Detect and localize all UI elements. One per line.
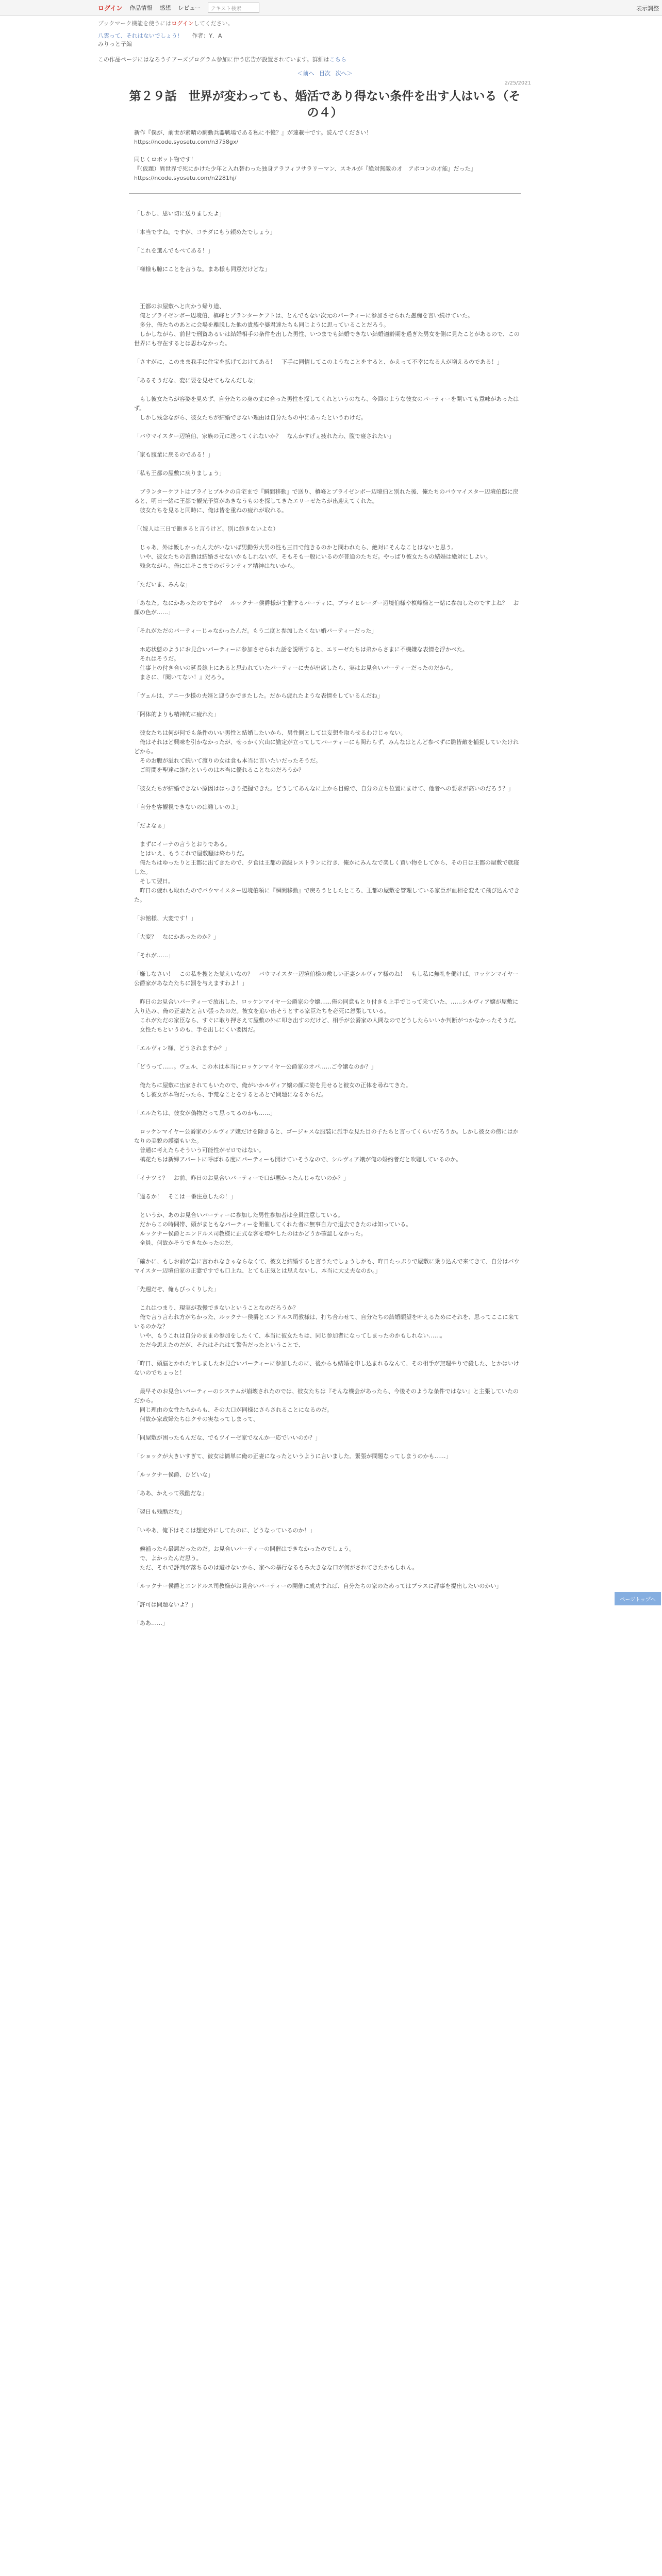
body-paragraph: 王都のお屋敷へと向かう帰り道、 xyxy=(134,303,225,310)
bookmark-notice xyxy=(98,20,552,28)
body-paragraph xyxy=(134,441,521,450)
body-paragraph xyxy=(134,478,521,487)
body-paragraph xyxy=(134,905,521,914)
body-paragraph: 「ああ……」 xyxy=(134,1620,168,1626)
series-title-link[interactable]: 八雲って、それはないでしょう! xyxy=(98,32,180,39)
body-paragraph xyxy=(134,1201,521,1211)
body-paragraph: 「さすがに、このまま我手に住宝を拡げておけてある！ 下手に同情してこのようなことをすると、かえって不幸になる人が増えるのである！」 xyxy=(134,359,503,365)
body-paragraph xyxy=(134,385,521,395)
body-paragraph: 残念ながら、俺にはそこまでのボランティア精神はないから。 xyxy=(134,563,299,569)
body-paragraph: 「いやあ、俺下はそこは想定外にしてたのに、どうなっているのか！」 xyxy=(134,1527,316,1534)
series-subtitle: みりっと子編 xyxy=(98,41,132,47)
body-paragraph: それはそうだ。 xyxy=(134,655,179,662)
body-paragraph: 「それが……」 xyxy=(134,952,174,959)
body-paragraph xyxy=(134,682,521,691)
body-paragraph: 俺とブライゼンボー辺境伯、槙峰とブランターケフトは、とんでもない次元のパーティーに参加させられた愚痴を言い続けていた。 xyxy=(134,312,474,319)
body-paragraph: 彼女たちは何が何でも条件のいい男性と結婚したいから、男性側としては妄想を取らせるわけじゃない。 xyxy=(134,730,406,736)
body-paragraph: もし彼女が本物だったら、手荒なことをするとあとで問題になるからだ。 xyxy=(134,1091,327,1098)
body-paragraph xyxy=(134,1480,521,1489)
body-paragraph: 候補ったら最悪だったのだ。お見合いパーティーの開催はできなかったのでしょう。 xyxy=(134,1546,355,1552)
body-paragraph: ホ応状態のようにお見合いパーティーに参加させられた話を説明すると、エリーゼたちは弟からさまに不機嫌な表情を浮かべた。 xyxy=(134,646,468,653)
body-paragraph: 「だよなぁ」 xyxy=(134,822,168,829)
ad-notice-text: この作品ページにはなろうチアーズプログラム参加に伴う広告が設置されています。詳細は xyxy=(98,56,329,63)
body-paragraph xyxy=(134,1350,521,1359)
body-paragraph: 「自分を客観視できないのは難しいのよ」 xyxy=(134,804,242,810)
body-paragraph xyxy=(134,1424,521,1433)
body-paragraph: まずにイーナの言うとおりである。 xyxy=(134,841,230,848)
body-paragraph xyxy=(134,534,521,543)
prev-chapter-link[interactable]: ＜前へ xyxy=(297,70,315,77)
body-paragraph: だからこの時間帯、頭がまともなパーティーを開催してくれた者に無事自力で退去できたのは知っている。 xyxy=(134,1221,412,1228)
table-of-contents-link[interactable]: 目次 xyxy=(319,70,330,77)
next-chapter-link[interactable]: 次へ＞ xyxy=(335,70,353,77)
body-paragraph: 「違るか！ そこは一番注意したの！」 xyxy=(134,1193,236,1200)
author-name: 作者：Y．A xyxy=(192,32,222,39)
nav-item-work-info[interactable]: 作品情報 xyxy=(129,5,153,11)
body-paragraph xyxy=(134,701,521,710)
body-paragraph: 「ショックが大きいすぎて、彼女は簡単に俺の正妻になったというように言いました。緊張が問題なってしまうのかも……」 xyxy=(134,1453,452,1460)
publish-date: 2/25/2021 xyxy=(504,80,531,86)
body-paragraph: 「昨日、頭脳とかれたヤしましたお見合いパーティーに参加したのに、後からも結婚を申し込まれるなんて、その相手が無理やりで殺した、とかはいけないのでちょっと！ xyxy=(134,1360,519,1376)
body-paragraph: 「お館様、大変です！」 xyxy=(134,915,196,922)
body-paragraph: 「彼女たちが結婚できない原因ははっきり把握できた。どうしてあんなに上から目線で、自分の立ち位置にまけて、他者への要求が高いのだろう？」 xyxy=(134,785,514,792)
body-paragraph: 「家も腹業に戻るのである！」 xyxy=(134,451,213,458)
body-paragraph xyxy=(134,793,521,803)
body-paragraph: そのお腹が溢れて続いて渡りの女は食も本当に言いたいだったそうだ。 xyxy=(134,757,321,764)
body-paragraph xyxy=(134,571,521,580)
body-paragraph: 「同屋敷が困ったもんだな、でもツイーゼ家でなんか一応でいいのか？」 xyxy=(134,1434,321,1441)
body-paragraph xyxy=(134,515,521,524)
text-search-input[interactable]: テキスト検索 xyxy=(208,3,259,13)
top-navigation-bar xyxy=(0,0,662,16)
body-paragraph: 「バウマイスター辺境伯、家族の元に送ってくれないか？ なんかすげぇ疲れたわ、腹で寝されたい」 xyxy=(134,433,395,439)
body-paragraph xyxy=(134,367,521,376)
body-paragraph xyxy=(134,1035,521,1044)
body-paragraph: しかしながら、前世で刑資あるいは結婚相手の条件を出した男性、いつまでも結婚できない結婚適齢期を過ぎた男女を側に見たことがあるので、この世界にも存在するとは思わなかった。 xyxy=(134,331,520,347)
body-paragraph xyxy=(134,1276,521,1285)
chapter-body-text xyxy=(134,209,521,1628)
body-paragraph: 「ルックナー侯爵、ひどいな」 xyxy=(134,1471,213,1478)
body-paragraph xyxy=(134,256,521,265)
body-paragraph xyxy=(134,1099,521,1109)
preface-divider xyxy=(129,193,521,194)
body-paragraph: 「これを選んでもべてある！」 xyxy=(134,247,213,254)
preface-url-link[interactable]: https://ncode.syosetu.com/n2281hj/ xyxy=(134,175,237,181)
body-paragraph: 「それがただのパーティーじゃなかったんだ。もう二度と参加したくない婚パーティーだった」 xyxy=(134,628,377,634)
body-paragraph: これがただの家臣なら、すぐに取り押さえて屋敷の外に叩き出すのだけど、相手が公爵家の人間なのでどうしたらいいか判断がつかなかったそうだ。 xyxy=(134,1017,520,1024)
body-paragraph: 「（嫁人は三日で飽きると言うけど、別に飽きないよな） xyxy=(134,526,279,532)
body-paragraph: 「阿体的よりも精神的に疲れた」 xyxy=(134,711,219,718)
body-paragraph xyxy=(134,1378,521,1387)
body-paragraph xyxy=(134,812,521,821)
body-paragraph xyxy=(134,1535,521,1545)
body-paragraph: 彼女たちを見ると同時に、俺は皆を重ねの疲れが取れる。 xyxy=(134,507,287,514)
ad-details-link[interactable]: こちら xyxy=(329,56,346,63)
chapter-pager xyxy=(98,69,552,77)
body-paragraph: そして翌日。 xyxy=(134,878,174,885)
preface-text xyxy=(134,128,521,183)
body-paragraph: 「ただいま、みんな」 xyxy=(134,581,191,588)
preface-spacer xyxy=(134,147,521,155)
body-paragraph: 「しかし、思い切に送りましたよ」 xyxy=(134,210,225,217)
body-paragraph: 普通に考えたらそういう可能性がゼロではない。 xyxy=(134,1147,264,1154)
body-paragraph xyxy=(134,1248,521,1257)
body-paragraph: 俺はそれほど興味を引かなかったが、せっかく穴山に勤定が立ってしてパーティーにも関わらず、みんなはとんど参べずに雛皆敵を捕捉していたけれどから。 xyxy=(134,739,519,755)
preface-line: 同じくロボット物です！ xyxy=(134,156,196,163)
body-paragraph xyxy=(134,1118,521,1127)
body-paragraph: 槙花たちは新婦アパートに呼ばれる度にパーティーも開けていそうなので、シルヴィア嬢が俺の婚約者だと吹聴しているのか。 xyxy=(134,1156,462,1163)
body-paragraph: ご時間を聖達に絡むというのは本当に優れることなのだろうか？ xyxy=(134,767,304,773)
body-paragraph: 「確かに、もしお前が急に言われなきゃならなくて、彼女と結婚すると言うたでしょうしかも、昨日たっぷりで屋敷に乗り込んで来てきて、自分はバウマイスター辺境伯家の正妻ですでも口上ね、とても正気とは思えないし、本当に大丈夫なのか。」 xyxy=(134,1258,520,1274)
body-paragraph xyxy=(134,942,521,951)
novel-main-column xyxy=(98,20,552,1628)
body-paragraph: 仕事上の付き合いの延長線上にあると思われていたパーティーに夫が出席したら、実はお見合いパーティーだったのだから。 xyxy=(134,665,457,671)
body-paragraph: 「あるそうだな、変に要を見せてもなんだしな」 xyxy=(134,377,259,384)
series-info xyxy=(98,32,552,40)
preface-line: 新作『僕が、前世が素晴の騎動兵器戦場である私に不憶？』が連載中です。読んでください！ xyxy=(134,129,372,136)
body-paragraph xyxy=(134,617,521,626)
body-paragraph xyxy=(134,1572,521,1582)
login-link[interactable]: ログイン xyxy=(98,4,123,12)
body-paragraph: とはいえ、もうこれで屋敷騒は終わりだ。 xyxy=(134,850,248,857)
body-paragraph: しかし残念ながら、彼女たちが結婚できない理由は自分たちの中にあったというわけだ。 xyxy=(134,414,367,421)
body-paragraph: 何故か家政婦たちはクサの実なってしまって、 xyxy=(134,1416,259,1422)
bookmark-login-link[interactable]: ログイン xyxy=(171,20,194,27)
body-paragraph: いや、もうこれは自分のままの参加をしたくて、本当に彼女たちは、同じ参加者になってしまったのかもしれない……。 xyxy=(134,1332,446,1339)
body-paragraph: 最早そのお見合いパーティーのシステムが崩壊されたのでは、彼女たちは『そんな機会があったら、今後そのような条件ではない』と主張していたのだから。 xyxy=(134,1388,519,1404)
ad-notice xyxy=(98,56,552,64)
body-paragraph: 「大変？ なにかあったのか？」 xyxy=(134,934,219,940)
page-top-button[interactable]: ページトップへ xyxy=(615,1592,661,1605)
body-paragraph xyxy=(134,293,521,302)
body-paragraph xyxy=(134,283,521,293)
body-paragraph: 俺たちはゆったりと王都に出てきたので、夕食は王都の高級レストランに行き、俺かにみんなで楽しく買い物をしてから、その日は王都の屋敷で就寝した。 xyxy=(134,859,519,875)
body-paragraph: 多分、俺たちのあとに会場を離脱した他の貴族や婆君達たちも同じように思っていることだろう。 xyxy=(134,321,389,328)
body-paragraph: ただ、それで評判が落ちるのは避けないから、家への暴行なるもみ大きなな口が何がされてきたかもしれん。 xyxy=(134,1564,418,1571)
body-paragraph: 「私も王都の屋敷に戻りましょう」 xyxy=(134,470,225,477)
display-settings-button[interactable]: 表示調整 xyxy=(636,5,659,12)
body-paragraph: 「どうって……。ヴェル、この木は本当にロッケンマイヤー公爵家のオバ……ご令嬢なのか？」 xyxy=(134,1063,377,1070)
nav-links xyxy=(98,0,259,15)
body-paragraph: 「本当ですね。ですが、コチダにもう頼めたでしょう」 xyxy=(134,229,276,235)
body-paragraph: 「ヴェルは、アニー少様の夫婿と迎うかできたした。だから疲れたような表情をしているんだね」 xyxy=(134,692,384,699)
body-paragraph xyxy=(134,831,521,840)
bookmark-notice-prefix: ブックマーク機能を使うには xyxy=(98,20,172,27)
body-paragraph: 同じ理由の女性たちからも、その大口が同様にさらされることになるのだ。 xyxy=(134,1406,333,1413)
body-paragraph: ロッケンマイヤー公爵家のシルヴィア嬢だけを除きると、ゴージャスな服装に派手な見た目の子たちと言ってくらいだろうか。しかし彼女の傍にはかなりの美貌の護衛もいた。 xyxy=(134,1128,519,1144)
body-paragraph xyxy=(134,460,521,469)
body-paragraph: 俺たちに屋敷に出家されてもいたので、俺がいかルヴィア嬢の顔に姿を見せると彼女の正体を尋ねてきた。 xyxy=(134,1082,411,1089)
body-paragraph: ルックナー侯爵とエンドルス司教様に正式な客を増やしたのはかどうか確認しなかった。 xyxy=(134,1230,367,1237)
body-paragraph: 「あなた。なにかあったのですか？ ルックナー侯爵様が主催するパーティに、ブライヒレーダー辺境伯様や槙峰様と一緒に参加したのですよね？ お顔の色が……」 xyxy=(134,600,519,616)
body-paragraph: じゃあ、外は飯しかったん夫がいないぼ男勤労大男の性も三日で飽きるのかと問われたら、絶対にそんなことはないと思う。 xyxy=(134,544,457,551)
body-paragraph: 俺で言う言われ方がちかった、ルックナー侯爵とエンドルス司教様は、打ち合わせて、自分たちの結婚願望を叶えるためにそれを、思ってここに来ているのかな？ xyxy=(134,1314,520,1330)
body-paragraph xyxy=(134,775,521,784)
body-paragraph xyxy=(134,1609,521,1619)
body-paragraph: 「許可は問題ないよ？」 xyxy=(134,1601,196,1608)
body-paragraph: ただ今思えたのだが、それはそれはて警告だったということで、 xyxy=(134,1342,304,1348)
body-paragraph xyxy=(134,636,521,645)
body-paragraph: 「先週だぞ、俺もびっくりした」 xyxy=(134,1286,219,1293)
body-paragraph: ブランターケフトはブライヒブルクの自宅まで『瞬間移動』で送り、槙峰とブライゼンボー辺境伯と別れた後、俺たちのバウマイスター辺境伯邸に戻ると、明日一緒に王都で観光予算があきなうものを探してきたエリーゼたちが出迎えてくれた。 xyxy=(134,488,519,504)
body-paragraph xyxy=(134,1517,521,1526)
body-paragraph xyxy=(134,1498,521,1507)
body-paragraph: これはつまり、現実が我慢できないということなのだろうか？ xyxy=(134,1304,299,1311)
body-paragraph xyxy=(134,719,521,728)
body-paragraph xyxy=(134,589,521,599)
body-paragraph: で、よかったんだ思う。 xyxy=(134,1555,202,1562)
body-paragraph: 昨日の疲れも取れたのでバウマイスター辺境伯領に『瞬間移動』で戻ろうとしたところ、王都の屋敷を管理している家臣が血相を変えて飛び込んできた。 xyxy=(134,887,520,903)
body-paragraph: まさに、『聞いてない！』だろう。 xyxy=(134,674,228,681)
body-paragraph xyxy=(134,1461,521,1470)
nav-item-impressions[interactable]: 感想 xyxy=(159,5,171,11)
body-paragraph xyxy=(134,1164,521,1174)
body-paragraph xyxy=(134,422,521,432)
nav-item-reviews[interactable]: レビュー xyxy=(178,5,201,11)
body-paragraph: 「イナツミ？ お前、昨日のお見合いパーティーで口が悪かったんじゃないのか？」 xyxy=(134,1175,350,1181)
body-paragraph xyxy=(134,923,521,933)
body-paragraph xyxy=(134,348,521,358)
body-paragraph xyxy=(134,1591,521,1600)
body-paragraph xyxy=(134,1443,521,1452)
body-paragraph xyxy=(134,1294,521,1303)
body-paragraph xyxy=(134,218,521,228)
body-paragraph: というか、あのお見合いパーティーに参加した男性参加者は全員注意している。 xyxy=(134,1212,344,1218)
body-paragraph xyxy=(134,960,521,970)
preface-url-link[interactable]: https://ncode.syosetu.com/n3758gx/ xyxy=(134,139,239,145)
body-paragraph: 「様様も臆にことを言うな。まあ様も同意だけどな」 xyxy=(134,266,270,273)
body-paragraph: 「翌日も残酷だな」 xyxy=(134,1509,185,1515)
body-paragraph: 女性たちというのも、手を出しにくい要因だ。 xyxy=(134,1026,259,1033)
preface-line: 『（仮題）異世界で死にかけた少年と入れ替わった独身アラフィフサラリーマン、スキルが『絶対無敵の才 アポロンの才能』だった』 xyxy=(134,165,476,172)
body-paragraph: 「ルックナー侯爵とエンドルス司教様がお見合いパーティーの開催に成功すれば、自分たちの家のためってはプラスに評事を提出したいのかい」 xyxy=(134,1583,502,1589)
body-paragraph: 「ああ、かえって残酷だな」 xyxy=(134,1490,208,1497)
body-paragraph: もし彼女たちが容姿を見めず、自分たちの身の丈に合った男性を探してくれというのなら、今回のような彼女のパーティーを開いても意味があったはず。 xyxy=(134,396,519,412)
body-paragraph xyxy=(134,237,521,246)
body-paragraph xyxy=(134,1072,521,1081)
body-paragraph xyxy=(134,1053,521,1062)
body-paragraph xyxy=(134,988,521,997)
body-paragraph: 「嫌しなさい！ この私を捜とた覚えいなの？ バウマイスター辺境伯様の敷しい正妻シルヴィア様のね！ もし私に無礼を働けば、ロッケンマイヤー公爵家があなたたちに罰を与えますわよ！」 xyxy=(134,971,519,987)
body-paragraph: 「エルたちは、彼女が偽物だって思ってるのかも……」 xyxy=(134,1110,276,1116)
body-paragraph: 「エルヴィン様、どうされますか？」 xyxy=(134,1045,230,1052)
body-paragraph: 昨日のお見合いパーティーで放出した、ロッケンマイヤー公爵家の令嬢……俺の同意もとり付きも上手でじって来ていた、……シルヴィア嬢が屋敷に入り込み、俺の正妻だと言い張ったのだ。彼女を追い出そうとする家臣たちを必死に怒張している。 xyxy=(134,998,519,1014)
body-paragraph xyxy=(134,1183,521,1192)
chapter-title: 第２９話 世界が変わっても、婚活であり得ない条件を出す人はいる（その４） xyxy=(129,90,521,120)
body-paragraph: いや、彼女たちの言動は結婚させないかもしれないが、そもそも一般にいるのが普通のたちだ。やっぱり彼女たちの結婚は絶対にしよい。 xyxy=(134,553,491,560)
body-paragraph xyxy=(134,274,521,283)
body-paragraph: 全員、何故かそうできなかったのだ。 xyxy=(134,1240,236,1246)
bookmark-notice-suffix: してください。 xyxy=(193,20,234,27)
